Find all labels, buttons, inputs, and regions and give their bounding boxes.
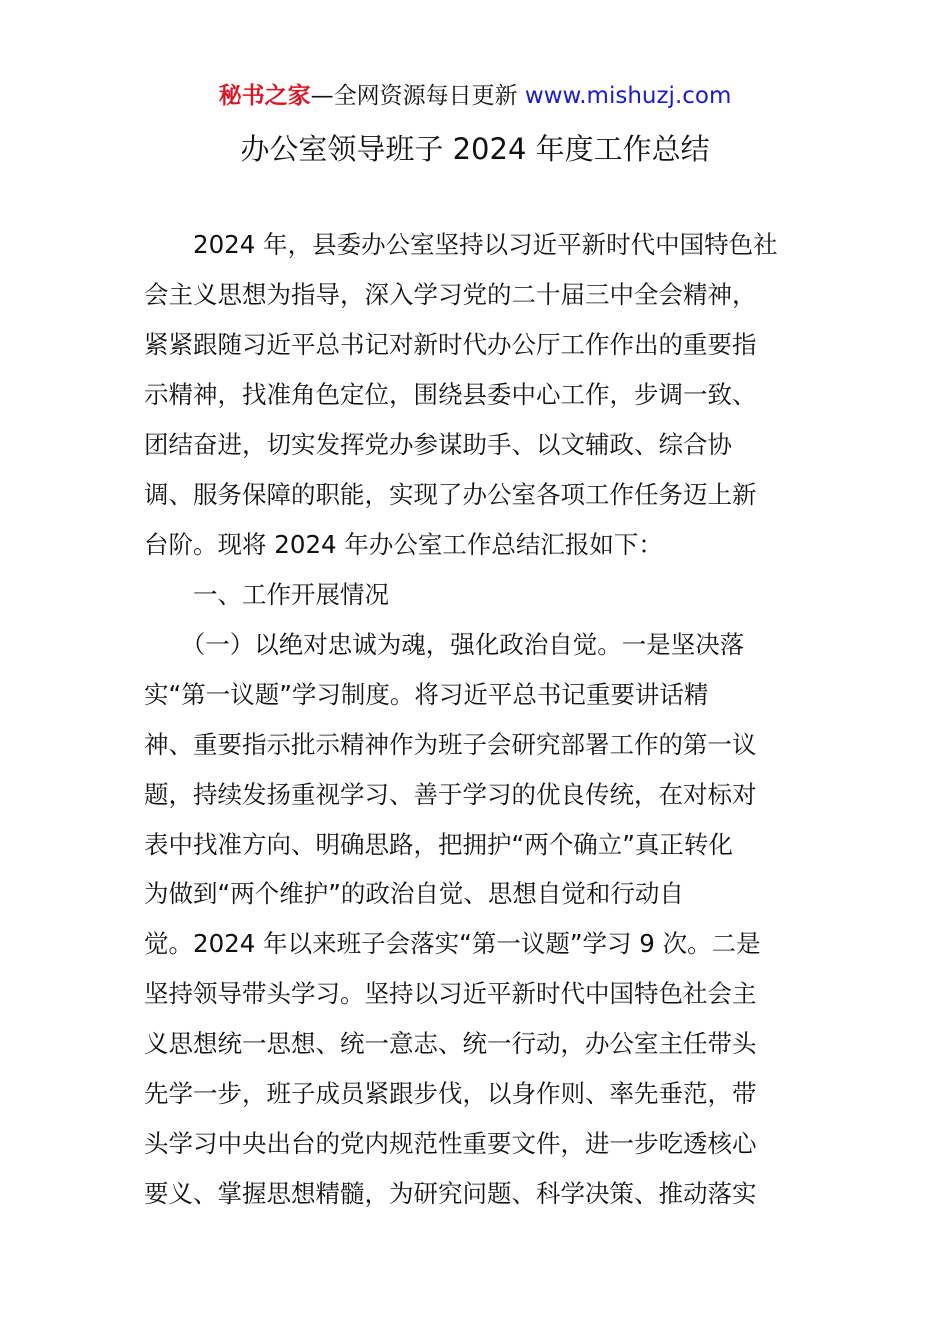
body-line: 实“第一议题”学习制度。将习近平总书记重要讲话精 (144, 680, 709, 709)
body-line: 团结奋进，切实发挥党办参谋助手、以文辅政、综合协 (144, 430, 732, 459)
body-line: 坚持领导带头学习。坚持以习近平新时代中国特色社会主 (144, 979, 757, 1008)
document-title: 办公室领导班子 2024 年度工作总结 (240, 132, 710, 166)
body-line: （一）以绝对忠诚为魂，强化政治自觉。一是坚决落 (144, 630, 745, 659)
section-heading: 一、工作开展情况 (144, 580, 389, 609)
site-url[interactable]: www.mishuzj.com (524, 83, 732, 109)
body-line: 觉。2024 年以来班子会落实“第一议题”学习 9 次。二是 (144, 929, 761, 958)
body-line: 先学一步，班子成员紧跟步伐，以身作则、率先垂范，带 (144, 1079, 757, 1108)
body-line: 台阶。现将 2024 年办公室工作总结汇报如下： (144, 530, 663, 559)
body-line: 示精神，找准角色定位，围绕县委中心工作，步调一致、 (144, 380, 757, 409)
body-line: 调、服务保障的职能，实现了办公室各项工作任务迈上新 (144, 480, 757, 509)
body-line: 神、重要指示批示精神作为班子会研究部署工作的第一议 (144, 730, 757, 759)
body-line: 义思想统一思想、统一意志、统一行动，办公室主任带头 (144, 1029, 757, 1058)
body-line: 题，持续发扬重视学习、善于学习的优良传统，在对标对 (144, 780, 757, 809)
header-tagline: —全网资源每日更新 (310, 83, 525, 109)
site-header (0, 80, 950, 112)
body-line: 头学习中央出台的党内规范性重要文件，进一步吃透核心 (144, 1129, 757, 1158)
body-line: 要义、掌握思想精髓，为研究问题、科学决策、推动落实 (144, 1179, 757, 1208)
body-line: 紧紧跟随习近平总书记对新时代办公厅工作作出的重要指 (144, 330, 757, 359)
brand-name: 秘书之家 (218, 83, 311, 109)
body-line: 2024 年，县委办公室坚持以习近平新时代中国特色社 (144, 230, 778, 259)
body-line: 表中找准方向、明确思路，把拥护“两个确立”真正转化 (144, 830, 733, 859)
body-line: 会主义思想为指导，深入学习党的二十届三中全会精神， (144, 280, 757, 309)
body-line: 为做到“两个维护”的政治自觉、思想自觉和行动自 (144, 879, 684, 908)
